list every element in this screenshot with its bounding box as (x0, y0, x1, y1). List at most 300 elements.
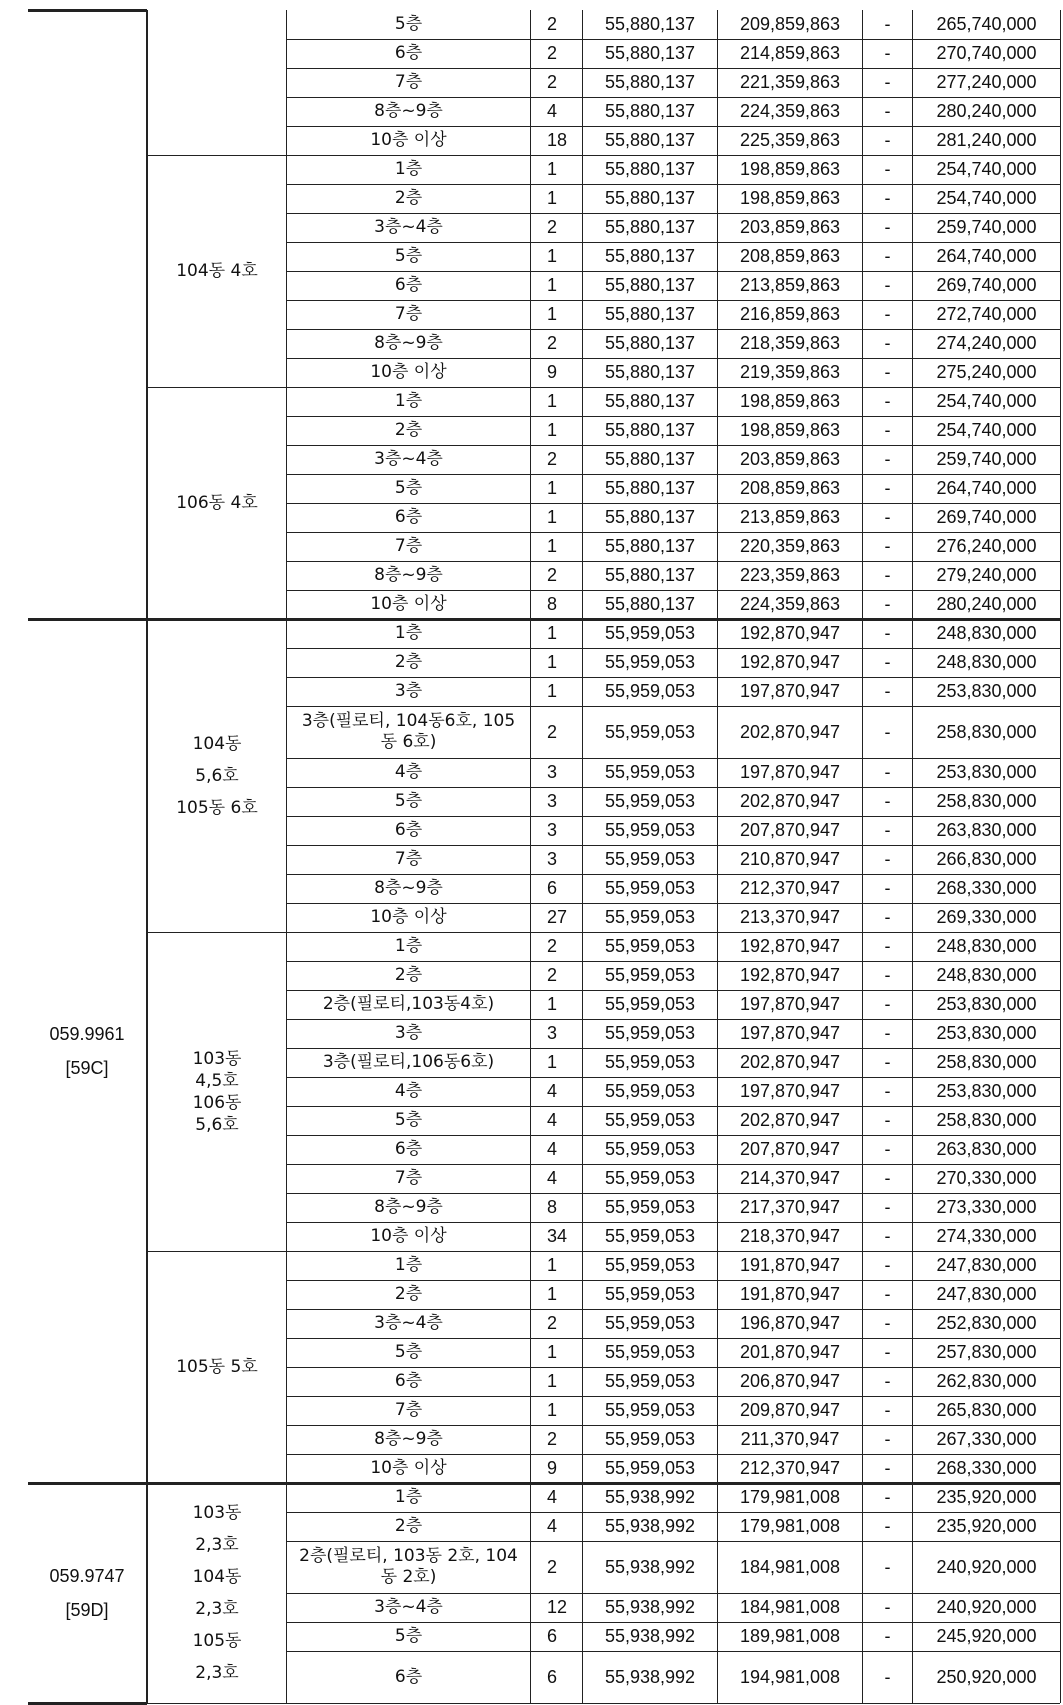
floor-cell: 3층 (394, 681, 423, 701)
total-cell: 253,830,000 (936, 994, 1037, 1014)
floor-cell: 3층(필로티,106동6호) (322, 1052, 495, 1072)
vat-cell: - (884, 1400, 891, 1420)
households-cell: 27 (547, 907, 568, 927)
households-cell: 2 (547, 72, 558, 92)
total-cell: 265,740,000 (936, 14, 1037, 34)
floor-cell: 1층 (394, 391, 423, 411)
total-cell: 253,830,000 (936, 1023, 1037, 1043)
total-cell: 272,740,000 (936, 304, 1037, 324)
total-cell: 248,830,000 (936, 652, 1037, 672)
land-price-cell: 55,959,053 (604, 791, 696, 811)
floor-cell: 6층 (394, 820, 423, 840)
building-price-cell: 197,870,947 (739, 1081, 841, 1101)
vat-cell: - (884, 188, 891, 208)
building-price-cell: 217,370,947 (739, 1197, 841, 1217)
floor-cell: 3층~4층 (374, 449, 443, 469)
households-cell: 4 (547, 1110, 558, 1130)
building-price-cell: 213,859,863 (739, 275, 841, 295)
households-cell: 1 (547, 246, 558, 266)
total-cell: 253,830,000 (936, 1081, 1037, 1101)
floor-cell: 7층 (394, 1168, 423, 1188)
total-cell: 250,920,000 (936, 1666, 1037, 1687)
building-price-cell: 201,870,947 (739, 1342, 841, 1362)
vat-cell: - (884, 965, 891, 985)
vat-cell: - (884, 1081, 891, 1101)
floor-cell: 5층 (394, 1626, 423, 1646)
households-cell: 2 (547, 217, 558, 237)
floor-cell: 6층 (394, 507, 423, 527)
total-cell: 275,240,000 (936, 362, 1037, 382)
building-price-cell: 203,859,863 (739, 449, 841, 469)
land-price-cell: 55,880,137 (604, 101, 696, 121)
vat-cell: - (884, 101, 891, 121)
households-cell: 3 (547, 820, 558, 840)
building-price-cell: 184,981,008 (739, 1556, 841, 1577)
land-price-cell: 55,959,053 (604, 1110, 696, 1130)
land-price-cell: 55,959,053 (604, 1081, 696, 1101)
vat-cell: - (884, 1110, 891, 1130)
vat-cell: - (884, 478, 891, 498)
land-price-cell: 55,880,137 (604, 130, 696, 150)
total-cell: 254,740,000 (936, 420, 1037, 440)
building-unit-label: 2,3호 (195, 1535, 239, 1555)
building-price-cell: 225,359,863 (739, 130, 841, 150)
vat-cell: - (884, 791, 891, 811)
vat-cell: - (884, 1626, 891, 1646)
building-unit-cell (148, 387, 286, 619)
total-cell: 248,830,000 (936, 936, 1037, 956)
land-price-cell: 55,880,137 (604, 594, 696, 614)
building-price-cell: 209,859,863 (739, 14, 841, 34)
households-cell: 1 (547, 507, 558, 527)
total-cell: 258,830,000 (936, 1110, 1037, 1130)
land-price-cell: 55,938,992 (604, 1666, 696, 1687)
households-cell: 4 (547, 1168, 558, 1188)
vat-cell: - (884, 72, 891, 92)
land-price-cell: 55,959,053 (604, 1052, 696, 1072)
total-cell: 269,740,000 (936, 275, 1037, 295)
vat-cell: - (884, 1458, 891, 1478)
floor-cell: 6층 (394, 275, 423, 295)
building-price-cell: 211,370,947 (740, 1429, 840, 1449)
vat-cell: - (884, 304, 891, 324)
vat-cell: - (884, 275, 891, 295)
vat-cell: - (884, 1429, 891, 1449)
land-price-cell: 55,938,992 (604, 1626, 696, 1646)
building-unit-label: 104동 (192, 1567, 242, 1587)
building-unit-label: 103동 (192, 1048, 242, 1069)
households-cell: 3 (547, 762, 558, 782)
households-cell: 1 (547, 1342, 558, 1362)
households-cell: 1 (547, 420, 558, 440)
vat-cell: - (884, 130, 891, 150)
land-price-cell: 55,880,137 (604, 362, 696, 382)
vat-cell: - (884, 994, 891, 1014)
floor-cell: 8층~9층 (374, 565, 443, 585)
floor-cell: 5층 (394, 246, 423, 266)
building-price-cell: 212,370,947 (739, 1458, 841, 1478)
total-cell: 254,740,000 (936, 188, 1037, 208)
building-price-cell: 216,859,863 (739, 304, 841, 324)
floor-cell: 1층 (394, 159, 423, 179)
vat-cell: - (884, 652, 891, 672)
building-price-cell: 224,359,863 (739, 594, 841, 614)
households-cell: 8 (547, 594, 558, 614)
building-price-cell: 214,370,947 (739, 1168, 841, 1188)
floor-cell: 10층 이상 (370, 907, 447, 927)
floor-cell: 3층~4층 (374, 1313, 443, 1333)
vat-cell: - (884, 1487, 891, 1507)
floor-cell: 3층~4층 (374, 217, 443, 237)
land-price-cell: 55,880,137 (604, 188, 696, 208)
total-cell: 247,830,000 (936, 1284, 1037, 1304)
building-unit-label: 2,3호 (195, 1599, 239, 1619)
building-price-cell: 202,870,947 (739, 1110, 841, 1130)
area-type-type: [59C] (65, 1058, 109, 1078)
households-cell: 2 (547, 43, 558, 63)
building-price-cell: 192,870,947 (739, 623, 841, 643)
total-cell: 280,240,000 (936, 101, 1037, 121)
households-cell: 2 (547, 565, 558, 585)
vat-cell: - (884, 507, 891, 527)
total-cell: 274,330,000 (936, 1226, 1037, 1246)
floor-cell: 1층 (394, 1487, 423, 1507)
vat-cell: - (884, 536, 891, 556)
total-cell: 270,740,000 (936, 43, 1037, 63)
land-price-cell: 55,959,053 (604, 849, 696, 869)
land-price-cell: 55,880,137 (604, 275, 696, 295)
total-cell: 263,830,000 (936, 1139, 1037, 1159)
building-unit-cell (148, 1483, 286, 1703)
building-unit-label: 5,6호 (195, 1114, 239, 1135)
vat-cell: - (884, 391, 891, 411)
vat-cell: - (884, 1255, 891, 1275)
total-cell: 259,740,000 (936, 449, 1037, 469)
floor-cell: 4층 (394, 1081, 423, 1101)
vat-cell: - (884, 623, 891, 643)
vat-cell: - (884, 1342, 891, 1362)
total-cell: 258,830,000 (936, 791, 1037, 811)
floor-cell: 2층 (394, 965, 423, 985)
floor-cell: 2층 (394, 652, 423, 672)
vat-cell: - (884, 936, 891, 956)
households-cell: 1 (547, 1052, 558, 1072)
vat-cell: - (884, 1556, 891, 1577)
land-price-cell: 55,880,137 (604, 14, 696, 34)
households-cell: 2 (547, 1313, 558, 1333)
vat-cell: - (884, 1168, 891, 1188)
building-price-cell: 220,359,863 (739, 536, 841, 556)
households-cell: 2 (547, 965, 558, 985)
land-price-cell: 55,880,137 (604, 536, 696, 556)
households-cell: 9 (547, 362, 558, 382)
households-cell: 1 (547, 1284, 558, 1304)
total-cell: 240,920,000 (936, 1556, 1037, 1577)
building-price-cell: 197,870,947 (739, 1023, 841, 1043)
building-price-cell: 194,981,008 (739, 1666, 841, 1687)
households-cell: 2 (547, 1429, 558, 1449)
total-cell: 270,330,000 (936, 1168, 1037, 1188)
households-cell: 18 (547, 130, 568, 150)
floor-cell: 4층 (394, 762, 423, 782)
vat-cell: - (884, 1516, 891, 1536)
land-price-cell: 55,880,137 (604, 420, 696, 440)
floor-cell: 10층 이상 (370, 1226, 447, 1246)
land-price-cell: 55,880,137 (604, 159, 696, 179)
building-price-cell: 218,359,863 (739, 333, 841, 353)
total-cell: 252,830,000 (936, 1313, 1037, 1333)
total-cell: 279,240,000 (936, 565, 1037, 585)
building-price-cell: 213,859,863 (739, 507, 841, 527)
area-type-cell (28, 1483, 146, 1703)
total-cell: 257,830,000 (936, 1342, 1037, 1362)
total-cell: 268,330,000 (936, 878, 1037, 898)
vat-cell: - (884, 1284, 891, 1304)
land-price-cell: 55,959,053 (604, 1458, 696, 1478)
households-cell: 1 (547, 1371, 558, 1391)
households-cell: 3 (547, 791, 558, 811)
total-cell: 248,830,000 (936, 623, 1037, 643)
land-price-cell: 55,880,137 (604, 507, 696, 527)
land-price-cell: 55,880,137 (604, 246, 696, 266)
land-price-cell: 55,959,053 (604, 721, 696, 742)
households-cell: 1 (547, 304, 558, 324)
building-price-cell: 214,859,863 (739, 43, 841, 63)
total-cell: 247,830,000 (936, 1255, 1037, 1275)
area-type-area: 059.9961 (49, 1024, 125, 1044)
vat-cell: - (884, 1023, 891, 1043)
floor-cell: 10층 이상 (370, 362, 447, 382)
floor-cell: 2층(필로티,103동4호) (322, 994, 495, 1014)
total-cell: 259,740,000 (936, 217, 1037, 237)
floor-cell: 8층~9층 (374, 1197, 443, 1217)
floor-cell: 5층 (394, 1342, 423, 1362)
vat-cell: - (884, 362, 891, 382)
land-price-cell: 55,959,053 (604, 1139, 696, 1159)
floor-cell: 1층 (394, 1255, 423, 1275)
floor-cell: 7층 (394, 304, 423, 324)
total-cell: 277,240,000 (936, 72, 1037, 92)
building-price-cell: 198,859,863 (739, 188, 841, 208)
building-price-cell: 191,870,947 (739, 1284, 841, 1304)
land-price-cell: 55,959,053 (604, 994, 696, 1014)
total-cell: 268,330,000 (936, 1458, 1037, 1478)
land-price-cell: 55,880,137 (604, 72, 696, 92)
vat-cell: - (884, 681, 891, 701)
households-cell: 12 (547, 1597, 568, 1617)
building-unit-label: 105동 (192, 1631, 242, 1651)
households-cell: 1 (547, 275, 558, 295)
total-cell: 281,240,000 (936, 130, 1037, 150)
building-price-cell: 198,859,863 (739, 159, 841, 179)
building-unit-label: 104동 (192, 733, 242, 754)
building-price-cell: 218,370,947 (739, 1226, 841, 1246)
total-cell: 274,240,000 (936, 333, 1037, 353)
floor-cell: 8층~9층 (374, 1429, 443, 1449)
floor-cell: 7층 (394, 1400, 423, 1420)
households-cell: 1 (547, 652, 558, 672)
floor-cell: 7층 (394, 849, 423, 869)
total-cell: 258,830,000 (936, 1052, 1037, 1072)
building-price-cell: 203,859,863 (739, 217, 841, 237)
land-price-cell: 55,959,053 (604, 936, 696, 956)
building-price-cell: 202,870,947 (739, 791, 841, 811)
land-price-cell: 55,959,053 (604, 652, 696, 672)
land-price-cell: 55,938,992 (604, 1487, 696, 1507)
total-cell: 276,240,000 (936, 536, 1037, 556)
land-price-cell: 55,959,053 (604, 1197, 696, 1217)
building-price-cell: 209,870,947 (739, 1400, 841, 1420)
vat-cell: - (884, 420, 891, 440)
building-price-cell: 202,870,947 (739, 1052, 841, 1072)
total-cell: 264,740,000 (936, 246, 1037, 266)
vat-cell: - (884, 1226, 891, 1246)
floor-cell: 5층 (394, 1110, 423, 1130)
floor-cell: 8층~9층 (374, 333, 443, 353)
floor-cell: 10층 이상 (370, 594, 447, 614)
vat-cell: - (884, 14, 891, 34)
total-cell: 262,830,000 (936, 1371, 1037, 1391)
floor-cell: 5층 (394, 478, 423, 498)
floor-cell: 7층 (394, 536, 423, 556)
land-price-cell: 55,880,137 (604, 449, 696, 469)
land-price-cell: 55,959,053 (604, 820, 696, 840)
total-cell: 273,330,000 (936, 1197, 1037, 1217)
building-price-cell: 191,870,947 (739, 1255, 841, 1275)
total-cell: 280,240,000 (936, 594, 1037, 614)
building-unit-cell (148, 932, 286, 1251)
floor-cell: 1층 (394, 623, 423, 643)
land-price-cell: 55,959,053 (604, 1429, 696, 1449)
floor-cell: 6층 (394, 1371, 423, 1391)
building-price-cell: 210,870,947 (739, 849, 841, 869)
land-price-cell: 55,880,137 (604, 333, 696, 353)
households-cell: 34 (547, 1226, 568, 1246)
land-price-cell: 55,959,053 (604, 1255, 696, 1275)
households-cell: 6 (547, 878, 558, 898)
building-price-cell: 197,870,947 (739, 681, 841, 701)
floor-cell: 2층 (394, 1516, 423, 1536)
building-price-cell: 197,870,947 (739, 994, 841, 1014)
total-cell: 264,740,000 (936, 478, 1037, 498)
vat-cell: - (884, 820, 891, 840)
building-price-cell: 197,870,947 (739, 762, 841, 782)
building-unit-cell (148, 1251, 286, 1483)
floor-cell: 3층 (394, 1023, 423, 1043)
land-price-cell: 55,959,053 (604, 623, 696, 643)
building-price-cell: 207,870,947 (739, 820, 841, 840)
floor-cell: 2층 (394, 188, 423, 208)
households-cell: 6 (547, 1626, 558, 1646)
households-cell: 1 (547, 1255, 558, 1275)
floor-cell: 8층~9층 (374, 878, 443, 898)
building-price-cell: 221,359,863 (739, 72, 841, 92)
column-divider (1060, 10, 1061, 1703)
vat-cell: - (884, 878, 891, 898)
land-price-cell: 55,959,053 (604, 878, 696, 898)
land-price-cell: 55,959,053 (604, 1371, 696, 1391)
area-type-type: [59D] (65, 1600, 109, 1620)
land-price-cell: 55,959,053 (604, 1168, 696, 1188)
total-cell: 235,920,000 (936, 1516, 1037, 1536)
floor-cell: 1층 (394, 936, 423, 956)
building-price-cell: 198,859,863 (739, 420, 841, 440)
households-cell: 3 (547, 1023, 558, 1043)
land-price-cell: 55,959,053 (604, 907, 696, 927)
households-cell: 1 (547, 159, 558, 179)
vat-cell: - (884, 762, 891, 782)
vat-cell: - (884, 1313, 891, 1333)
vat-cell: - (884, 1666, 891, 1687)
building-price-cell: 208,859,863 (739, 478, 841, 498)
total-cell: 254,740,000 (936, 159, 1037, 179)
building-price-cell: 219,359,863 (739, 362, 841, 382)
building-unit-label: 105동 6호 (176, 797, 258, 818)
total-cell: 263,830,000 (936, 820, 1037, 840)
vat-cell: - (884, 594, 891, 614)
building-unit-label: 106동 (192, 1092, 242, 1113)
vat-cell: - (884, 849, 891, 869)
households-cell: 1 (547, 623, 558, 643)
land-price-cell: 55,959,053 (604, 1023, 696, 1043)
land-price-cell: 55,959,053 (604, 1400, 696, 1420)
total-cell: 245,920,000 (936, 1626, 1037, 1646)
households-cell: 9 (547, 1458, 558, 1478)
land-price-cell: 55,880,137 (604, 217, 696, 237)
total-cell: 266,830,000 (936, 849, 1037, 869)
building-price-cell: 189,981,008 (739, 1626, 841, 1646)
vat-cell: - (884, 721, 891, 742)
vat-cell: - (884, 1197, 891, 1217)
households-cell: 2 (547, 333, 558, 353)
land-price-cell: 55,959,053 (604, 1226, 696, 1246)
total-cell: 248,830,000 (936, 965, 1037, 985)
total-cell: 269,330,000 (936, 907, 1037, 927)
building-price-cell: 207,870,947 (739, 1139, 841, 1159)
building-price-cell: 202,870,947 (739, 721, 841, 742)
building-price-cell: 192,870,947 (739, 936, 841, 956)
building-unit-label: 103동 (192, 1503, 242, 1523)
building-unit-cell (148, 155, 286, 387)
vat-cell: - (884, 449, 891, 469)
vat-cell: - (884, 43, 891, 63)
total-cell: 235,920,000 (936, 1487, 1037, 1507)
building-price-cell: 208,859,863 (739, 246, 841, 266)
total-cell: 258,830,000 (936, 721, 1037, 742)
land-price-cell: 55,959,053 (604, 1284, 696, 1304)
building-price-cell: 179,981,008 (739, 1516, 841, 1536)
vat-cell: - (884, 907, 891, 927)
building-price-cell: 192,870,947 (739, 652, 841, 672)
area-type-area: 059.9747 (49, 1566, 125, 1586)
households-cell: 3 (547, 849, 558, 869)
building-price-cell: 179,981,008 (739, 1487, 841, 1507)
total-cell: 265,830,000 (936, 1400, 1037, 1420)
vat-cell: - (884, 1139, 891, 1159)
households-cell: 1 (547, 681, 558, 701)
households-cell: 1 (547, 536, 558, 556)
land-price-cell: 55,959,053 (604, 1342, 696, 1362)
households-cell: 6 (547, 1666, 558, 1687)
building-unit-label: 106동 4호 (176, 493, 258, 513)
households-cell: 1 (547, 478, 558, 498)
households-cell: 2 (547, 1556, 558, 1577)
building-unit-label: 5,6호 (195, 765, 239, 786)
land-price-cell: 55,880,137 (604, 565, 696, 585)
building-price-cell: 192,870,947 (739, 965, 841, 985)
floor-cell: 6층 (394, 43, 423, 63)
building-unit-label: 4,5호 (195, 1070, 239, 1091)
